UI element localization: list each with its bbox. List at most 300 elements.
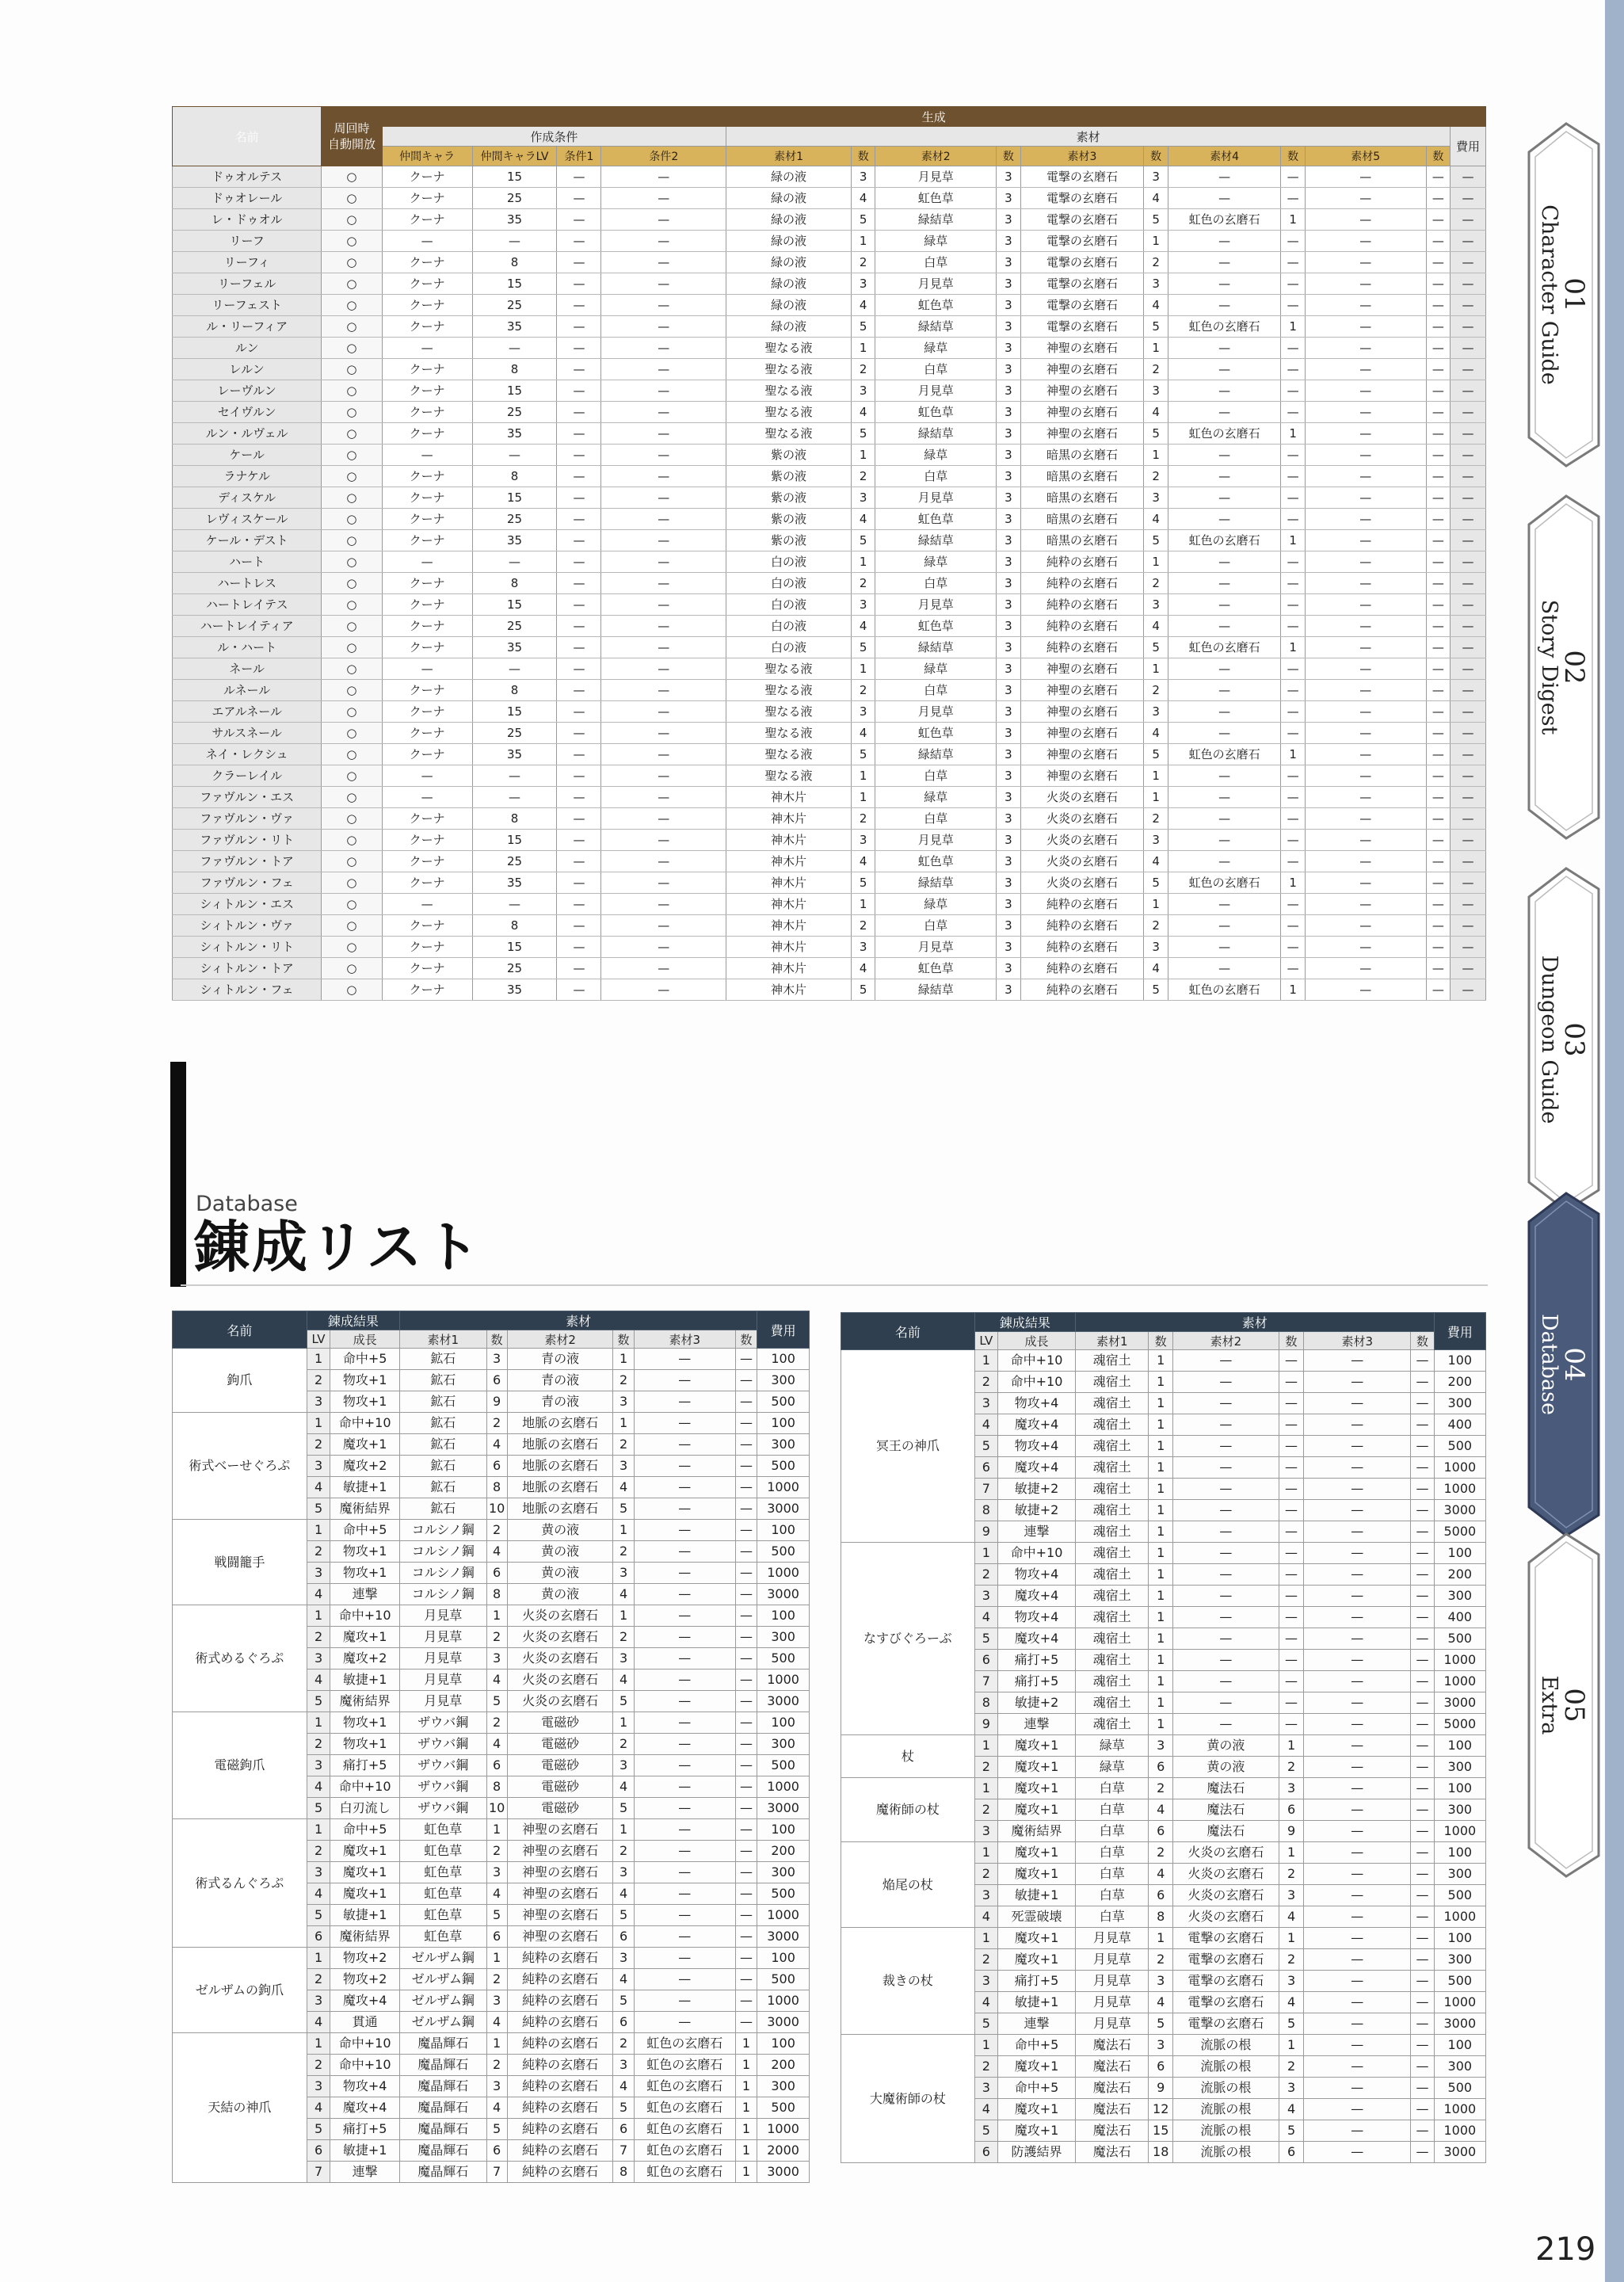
gen-cell: — [557,680,601,701]
item-name: 戦闘籠手 [173,1520,307,1605]
alch-cell: 1 [1149,1671,1172,1692]
gen-cell: ○ [322,637,382,658]
gen-cell: ○ [322,701,382,723]
gen-cell: 火炎の玄磨石 [1020,872,1144,894]
alch-cell: 5 [1279,2120,1304,2142]
gen-cell: — [1281,380,1306,402]
alch-cell: 魔攻+1 [330,1434,400,1456]
chapter-name: Character Guide [1537,204,1561,385]
gen-cell: 1 [1144,658,1168,680]
alch-cell: — [1279,1457,1304,1479]
alch-cell: 3 [307,1990,330,2012]
gen-cell: ○ [322,616,382,637]
chapter-label [1537,600,1588,735]
gen-cell: 4 [1144,616,1168,637]
alch-cell: 流脈の根 [1172,2099,1279,2120]
alch-cell: ザウバ鋼 [399,1755,486,1776]
alch-cell: 1 [307,1349,330,1370]
table-row [173,637,1486,658]
gen-cell: クーナ [382,680,472,701]
alch-cell: — [1304,1500,1411,1521]
alch-cell: — [1172,1521,1279,1543]
alch-subheader-5: 数 [613,1330,634,1349]
gen-cell: 緑結草 [875,979,997,1001]
gen-cell: ○ [322,765,382,787]
gen-cell: 純粋の玄磨石 [1020,594,1144,616]
table-row [173,1520,810,1541]
gen-cell: ファヴルン・トア [173,851,322,872]
alch-cell: 1 [613,1819,634,1841]
alch-cell: — [634,1948,735,1969]
alch-cell: — [1172,1414,1279,1436]
gen-cell: — [557,509,601,530]
alch-cell: 300 [1434,1799,1485,1821]
gen-cell: クーナ [382,209,472,231]
gen-cell: 紫の液 [726,509,852,530]
alch-cell: — [1411,2056,1434,2078]
gen-cell: 3 [997,958,1021,979]
gen-header-materials: 素材 [726,127,1451,147]
table-row [173,573,1486,594]
gen-cell: 聖なる液 [726,359,852,380]
alch-cell: 6 [1149,1885,1172,1906]
alch-cell: — [1304,1479,1411,1500]
gen-cell: ネール [173,658,322,680]
gen-cell: 1 [1144,787,1168,808]
alch-cell: — [1411,1714,1434,1735]
gen-cell: — [557,188,601,209]
alch-cell: 6 [974,1650,997,1671]
gen-cell: 5 [1144,637,1168,658]
alch-cell: 500 [1434,1971,1485,1992]
alch-cell: — [1411,2120,1434,2142]
alch-cell: 4 [1279,2099,1304,2120]
alch-cell: — [1304,1821,1411,1842]
gen-cell: 3 [997,166,1021,188]
alch-cell: 鉱石 [399,1498,486,1520]
gen-cell: 1 [851,445,875,466]
alch-cell: — [735,1605,757,1627]
gen-cell: — [1426,402,1451,423]
gen-cell: ファヴルン・フェ [173,872,322,894]
alch-cell: 純粋の玄磨石 [507,2097,613,2119]
table-row [173,273,1486,295]
alch-cell: — [1304,1778,1411,1799]
alch-cell: 5 [307,2119,330,2140]
gen-cell: — [1305,509,1426,530]
alch-cell: 3 [1279,1885,1304,1906]
gen-cell: 白草 [875,252,997,273]
alch-cell: 1 [486,1605,507,1627]
gen-cell: — [601,851,726,872]
gen-cell: 3 [997,765,1021,787]
alch-cell: 1 [1149,1607,1172,1628]
gen-cell: 3 [851,937,875,958]
alch-cell: — [1279,1414,1304,1436]
gen-cell: — [1281,252,1306,273]
alch-cell: 魂宿土 [1075,1692,1148,1714]
gen-cell: 2 [1144,680,1168,701]
gen-cell: 4 [851,723,875,744]
gen-cell: 1 [1281,423,1306,445]
alch-cell: 3 [1149,1971,1172,1992]
gen-cell: — [1305,380,1426,402]
alch-cell: — [1411,1971,1434,1992]
gen-subheader-3: 条件2 [601,147,726,166]
alch-cell: 500 [757,1883,810,1905]
alch-cell: 4 [613,1883,634,1905]
alch-cell: — [1279,1671,1304,1692]
gen-cell: 緑の液 [726,295,852,316]
gen-cell: — [601,787,726,808]
alch-cell: 命中+5 [330,1819,400,1841]
gen-cell: ハートレイティア [173,616,322,637]
gen-cell: 白草 [875,915,997,937]
alch-cell: — [1304,1543,1411,1564]
gen-cell: ドゥオレール [173,188,322,209]
alch-cell: — [735,1477,757,1498]
gen-cell: 純粋の玄磨石 [1020,637,1144,658]
gen-cell: 神聖の玄磨石 [1020,338,1144,359]
gen-cell: 1 [851,338,875,359]
gen-cell: 虹色草 [875,723,997,744]
gen-cell: — [557,316,601,338]
alch-cell: 黄の液 [1172,1757,1279,1778]
alch-cell: — [1304,1864,1411,1885]
chapter-tab-03[interactable] [1523,865,1602,1214]
alch-cell: 100 [1434,1928,1485,1949]
gen-cell: レ・ドゥオル [173,209,322,231]
alch-cell: 命中+10 [330,2033,400,2055]
alch-cell: 1 [486,2033,507,2055]
chapter-name: Story Digest [1537,599,1561,735]
alch-cell: 4 [613,1584,634,1605]
gen-cell: 5 [851,744,875,765]
alch-cell: — [1411,1992,1434,2013]
gen-cell: — [1281,830,1306,851]
alch-cell: 2 [974,1949,997,1971]
alch-cell: 9 [486,1391,507,1413]
alch-cell: 物攻+1 [330,1712,400,1734]
alch-cell: — [634,1712,735,1734]
gen-cell: — [1426,338,1451,359]
alch-cell: 18 [1149,2142,1172,2163]
gen-cell: ○ [322,851,382,872]
gen-cell: 白の液 [726,637,852,658]
alch-cell: — [735,1349,757,1370]
gen-cell: — [472,787,557,808]
alch-cell: 3 [613,2055,634,2076]
alch-cell: 命中+5 [330,1520,400,1541]
alch-cell: — [735,1734,757,1755]
alch-cell: 1 [1149,1564,1172,1586]
gen-cell: — [382,894,472,915]
gen-cell: — [1426,637,1451,658]
gen-cell: — [1168,509,1280,530]
alch-cell: 5 [974,1436,997,1457]
gen-cell: クーナ [382,487,472,509]
alch-cell: 3 [486,2076,507,2097]
gen-cell: 15 [472,594,557,616]
gen-cell: — [557,851,601,872]
alch-cell: 4 [307,2097,330,2119]
alch-cell: 魂宿土 [1075,1436,1148,1457]
alch-cell: — [1304,1350,1411,1372]
gen-cell: — [1451,487,1486,509]
chapter-tab-01[interactable] [1523,120,1602,469]
alch-cell: 2 [486,1627,507,1648]
gen-cell: 純粋の玄磨石 [1020,915,1144,937]
alch-cell: 3 [486,1990,507,2012]
alch-cell: 300 [757,1627,810,1648]
gen-cell: — [1168,894,1280,915]
alch-cell: 魔攻+1 [998,1799,1076,1821]
gen-cell: 純粋の玄磨石 [1020,573,1144,594]
alch-cell: — [1411,1735,1434,1757]
alch-cell: 魔晶輝石 [399,2033,486,2055]
gen-cell: — [1451,915,1486,937]
alch-cell: 4 [613,1969,634,1990]
gen-cell: — [382,338,472,359]
alch-cell: — [1304,1842,1411,1864]
gen-cell: — [601,594,726,616]
alch-cell: 6 [1149,2056,1172,2078]
alch-cell: 月見草 [399,1670,486,1691]
alch-cell: 魂宿土 [1075,1586,1148,1607]
alch-cell: 1 [1149,1521,1172,1543]
alch-cell: 地脈の玄磨石 [507,1477,613,1498]
alch-cell: 魔術結界 [330,1926,400,1948]
gen-cell: — [1426,188,1451,209]
gen-cell: サルスネール [173,723,322,744]
alch-cell: 500 [757,1648,810,1670]
alch-cell: — [1304,2035,1411,2056]
alch-cell: 魂宿土 [1075,1414,1148,1436]
alch-cell: 魔法石 [1075,2035,1148,2056]
gen-cell: 1 [1144,338,1168,359]
gen-cell: 15 [472,937,557,958]
alch-cell: 命中+10 [998,1350,1076,1372]
alch-cell: — [1304,1414,1411,1436]
gen-cell: 虹色の玄磨石 [1168,209,1280,231]
alch-cell: 6 [1149,1757,1172,1778]
gen-cell: — [557,295,601,316]
gen-cell: 神木片 [726,872,852,894]
gen-cell: — [1281,616,1306,637]
gen-cell: 1 [851,787,875,808]
alch-subheader-6: 素材3 [634,1330,735,1349]
gen-cell: — [1305,616,1426,637]
alch-cell: 2 [1279,1757,1304,1778]
gen-cell: — [1305,808,1426,830]
gen-cell: — [1168,680,1280,701]
chapter-label [1537,204,1588,384]
chapter-tab-05[interactable] [1523,1531,1602,1879]
gen-cell: — [1305,551,1426,573]
alch-cell: — [1304,2142,1411,2163]
gen-subheader-13: 数 [1426,147,1451,166]
gen-cell: — [557,423,601,445]
alch-subheader-3: 数 [1149,1332,1172,1350]
alch-cell: 魔攻+1 [998,1864,1076,1885]
alch-cell: 魔攻+1 [998,1842,1076,1864]
gen-cell: — [1451,744,1486,765]
gen-cell: 4 [1144,509,1168,530]
alch-cell: 魔攻+1 [330,1862,400,1883]
alch-cell: 10 [486,1498,507,1520]
alch-cell: 2 [307,2055,330,2076]
gen-cell: — [1281,551,1306,573]
item-name: 術式るんぐろぷ [173,1819,307,1948]
alch-cell: — [1279,1607,1304,1628]
alch-cell: 5 [613,2097,634,2119]
gen-cell: 25 [472,188,557,209]
alch-cell: — [634,1434,735,1456]
alch-cell: 青の液 [507,1349,613,1370]
alch-cell: 命中+5 [998,2078,1076,2099]
alch-cell: コルシノ鋼 [399,1584,486,1605]
alch-cell: — [1279,1650,1304,1671]
alch-cell: — [735,1584,757,1605]
gen-cell: 5 [1144,872,1168,894]
alch-cell: 300 [1434,1949,1485,1971]
alch-cell: — [735,1520,757,1541]
gen-cell: 虹色の玄磨石 [1168,316,1280,338]
alch-cell: — [634,1370,735,1391]
gen-cell: — [1281,701,1306,723]
gen-cell: ○ [322,723,382,744]
gen-cell: ファヴルン・エス [173,787,322,808]
side-accent-bar [1605,0,1624,2282]
gen-cell: 35 [472,637,557,658]
alch-cell: ザウバ鋼 [399,1712,486,1734]
alch-cell: 100 [757,1520,810,1541]
chapter-tab-02[interactable] [1523,493,1602,841]
gen-cell: — [1168,445,1280,466]
alch-cell: — [1304,1607,1411,1628]
alch-cell: 3 [613,1391,634,1413]
gen-cell: 3 [997,380,1021,402]
gen-cell: ○ [322,680,382,701]
gen-cell: — [601,830,726,851]
gen-cell: — [1426,359,1451,380]
gen-cell: 15 [472,380,557,402]
gen-cell: — [472,551,557,573]
gen-cell: シィトルン・リト [173,937,322,958]
alch-cell: 6 [1149,1821,1172,1842]
alch-cell: 2 [1279,1949,1304,1971]
alch-cell: 敏捷+1 [330,1477,400,1498]
alch-cell: — [634,1627,735,1648]
gen-cell: ネイ・レクシュ [173,744,322,765]
gen-cell: 3 [997,787,1021,808]
gen-cell: 8 [472,915,557,937]
gen-cell: — [1305,166,1426,188]
alch-cell: 500 [757,1969,810,1990]
alch-cell: — [1411,1821,1434,1842]
gen-cell: 1 [851,658,875,680]
alch-cell: 4 [307,1776,330,1798]
gen-cell: — [557,787,601,808]
alch-cell: 4 [486,2097,507,2119]
gen-cell: 緑の液 [726,231,852,252]
gen-cell: — [601,359,726,380]
alch-cell: 200 [757,2055,810,2076]
gen-cell: ○ [322,744,382,765]
gen-cell: — [601,872,726,894]
gen-cell: — [601,658,726,680]
alch-cell: 7 [974,1671,997,1692]
alch-cell: 命中+10 [330,1605,400,1627]
gen-cell: 2 [1144,573,1168,594]
gen-cell: 3 [851,166,875,188]
gen-cell: レーヴルン [173,380,322,402]
alch-cell: 6 [613,1926,634,1948]
alch-cell: — [1279,1543,1304,1564]
gen-cell: — [1281,937,1306,958]
alch-cell: 5 [486,2119,507,2140]
gen-header-cost: 費用 [1451,127,1486,166]
gen-cell: 5 [851,872,875,894]
alch-cell: 4 [974,1414,997,1436]
alch-cell: 6 [307,1926,330,1948]
table-row [173,509,1486,530]
gen-cell: — [1426,209,1451,231]
alch-cell: 2 [613,2033,634,2055]
alch-cell: 魔晶輝石 [399,2119,486,2140]
gen-cell: クーナ [382,958,472,979]
gen-cell: 虹色の玄磨石 [1168,530,1280,551]
alch-cell: 3 [307,2076,330,2097]
chapter-tab-04[interactable] [1523,1190,1602,1539]
alch-cell: 1 [735,2140,757,2162]
gen-cell: ファヴルン・ヴァ [173,808,322,830]
gen-cell: 神木片 [726,915,852,937]
alch-cell: 魂宿土 [1075,1543,1148,1564]
gen-cell: ○ [322,166,382,188]
gen-cell: — [1426,295,1451,316]
chapter-name: Extra [1537,1675,1561,1735]
gen-cell: レルン [173,359,322,380]
gen-cell: — [1305,338,1426,359]
gen-cell: — [601,701,726,723]
gen-cell: 25 [472,509,557,530]
gen-cell: 3 [997,423,1021,445]
gen-cell: 3 [997,830,1021,851]
gen-cell: — [1305,637,1426,658]
alch-cell: 500 [1434,1885,1485,1906]
gen-cell: — [1305,423,1426,445]
alch-cell: — [1304,1928,1411,1949]
alch-cell: 5 [307,1905,330,1926]
item-name: 大魔術師の杖 [841,2035,975,2163]
chapter-number: 02 [1558,650,1590,685]
alch-cell: 貫通 [330,2012,400,2033]
table-row [173,594,1486,616]
gen-cell: ○ [322,487,382,509]
gen-cell: — [1451,594,1486,616]
gen-cell: — [557,359,601,380]
alch-cell: 1 [1149,1479,1172,1500]
gen-cell: リーフィ [173,252,322,273]
alch-cell: — [634,1498,735,1520]
gen-cell: 4 [1144,723,1168,744]
alch-cell: — [1172,1628,1279,1650]
alch-cell: — [634,1413,735,1434]
alch-cell: 2 [307,1734,330,1755]
alch-cell: — [1279,1586,1304,1607]
gen-cell: — [1305,851,1426,872]
